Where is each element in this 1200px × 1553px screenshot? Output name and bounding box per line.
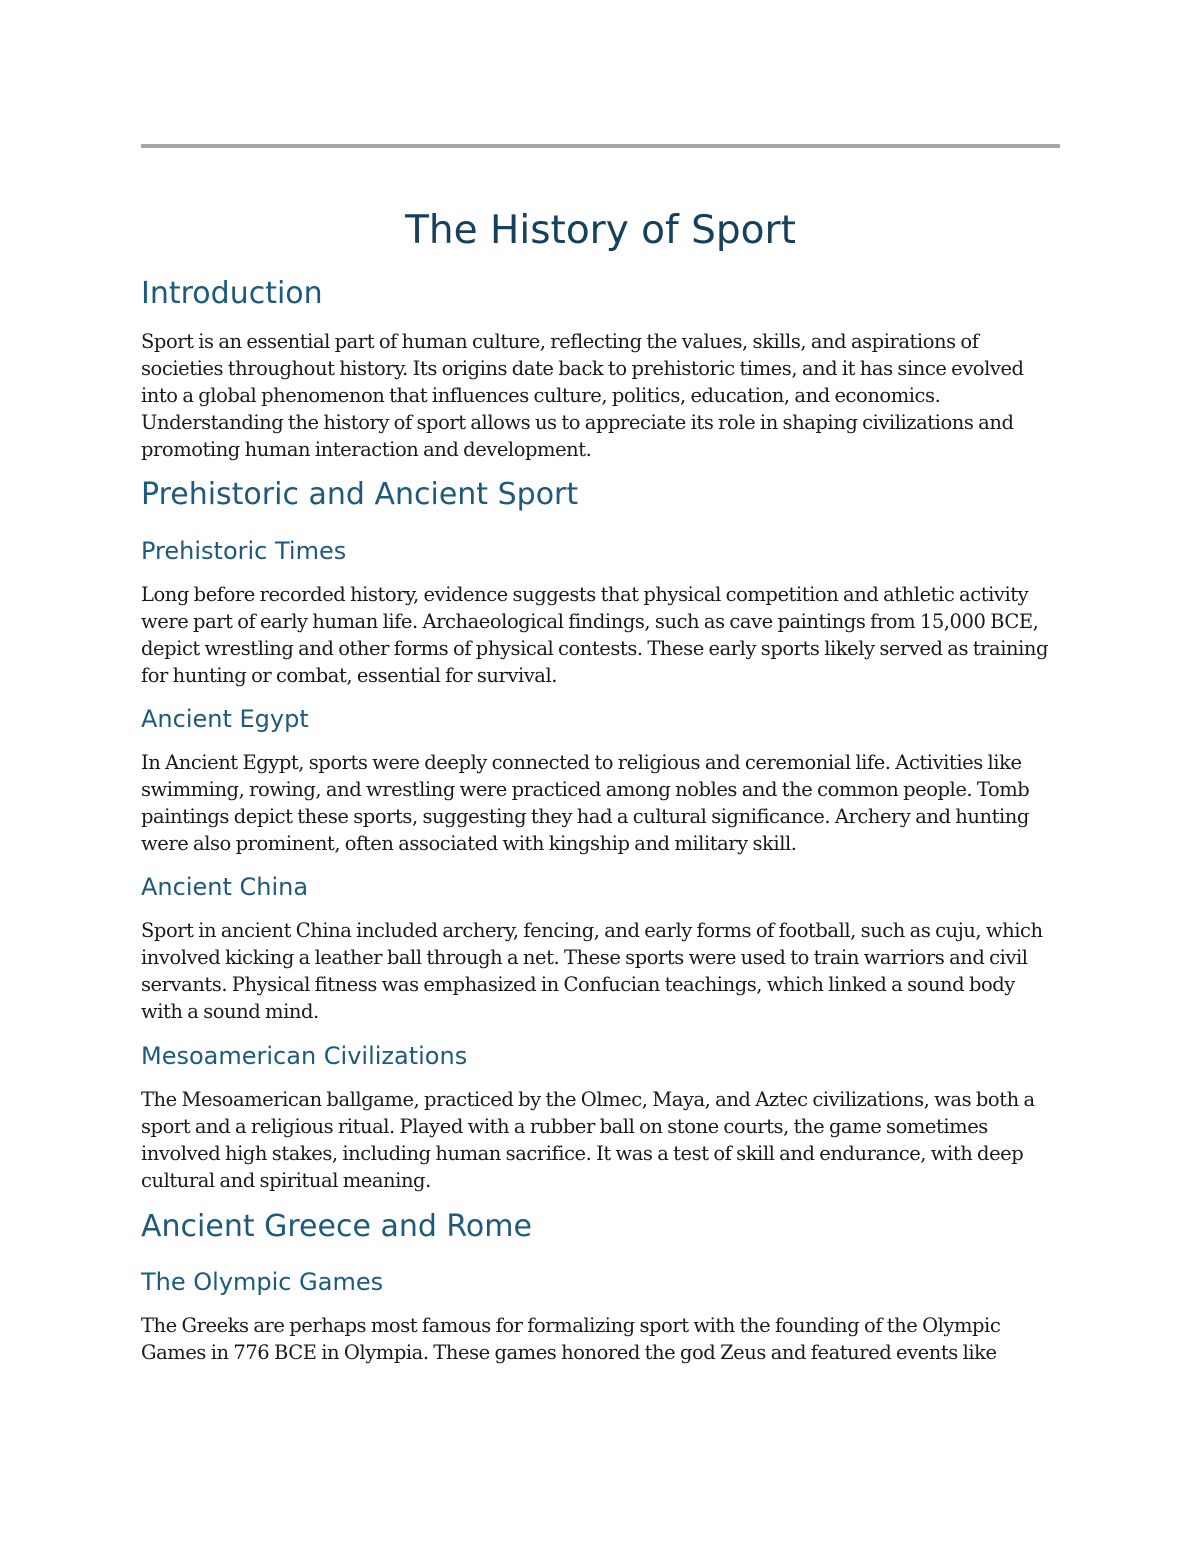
- heading-ancient-greece-rome: Ancient Greece and Rome: [141, 1209, 532, 1244]
- heading-introduction: Introduction: [141, 276, 323, 311]
- heading-ancient-egypt: Ancient Egypt: [141, 705, 309, 733]
- paragraph-mesoamerican-civilizations: The Mesoamerican ballgame, practiced by the Olmec, Maya, and Aztec civilizations, was both a sport and a religious ritual. Played with a rubber ball on stone courts, the game sometimes involved high stakes, including human sacrifice. It was a test of skill and endurance, with deep cultural and spiritual meaning.: [141, 1088, 1035, 1192]
- heading-prehistoric-times: Prehistoric Times: [141, 537, 347, 565]
- paragraph-introduction: Sport is an essential part of human culture, reflecting the values, skills, and aspirations of societies throughout history. Its origins date back to prehistoric times, and it has since evolved into a global phenomenon that influences culture, politics, education, and economics. Understanding the history of sport allows us to appreciate its role in shaping civilizations and promoting human interaction and development.: [141, 330, 1024, 461]
- paragraph-ancient-china: Sport in ancient China included archery, fencing, and early forms of football, such as cuju, which involved kicking a leather ball through a net. These sports were used to train warriors and civil servants. Physical fitness was emphasized in Confucian teachings, which linked a sound body with a sound mind.: [141, 919, 1043, 1023]
- document-title: The History of Sport: [405, 208, 796, 253]
- heading-mesoamerican-civilizations: Mesoamerican Civilizations: [141, 1042, 468, 1070]
- top-divider: [141, 144, 1060, 148]
- heading-ancient-china: Ancient China: [141, 873, 309, 901]
- paragraph-olympic-games: The Greeks are perhaps most famous for formalizing sport with the founding of the Olympic Games in 776 BCE in Olympia. These games honored the god Zeus and featured events like: [141, 1314, 1001, 1364]
- heading-prehistoric-ancient-sport: Prehistoric and Ancient Sport: [141, 477, 579, 512]
- paragraph-ancient-egypt: In Ancient Egypt, sports were deeply connected to religious and ceremonial life. Activities like swimming, rowing, and wrestling were practiced among nobles and the common people. Tomb paintings depict these sports, suggesting they had a cultural significance. Archery and hunting were also prominent, often associated with kingship and military skill.: [141, 751, 1030, 855]
- paragraph-prehistoric-times: Long before recorded history, evidence suggests that physical competition and athletic activity were part of early human life. Archaeological findings, such as cave paintings from 15,000 BCE, depict wrestling and other forms of physical contests. These early sports likely served as training for hunting or combat, essential for survival.: [141, 583, 1049, 687]
- heading-olympic-games: The Olympic Games: [141, 1268, 384, 1296]
